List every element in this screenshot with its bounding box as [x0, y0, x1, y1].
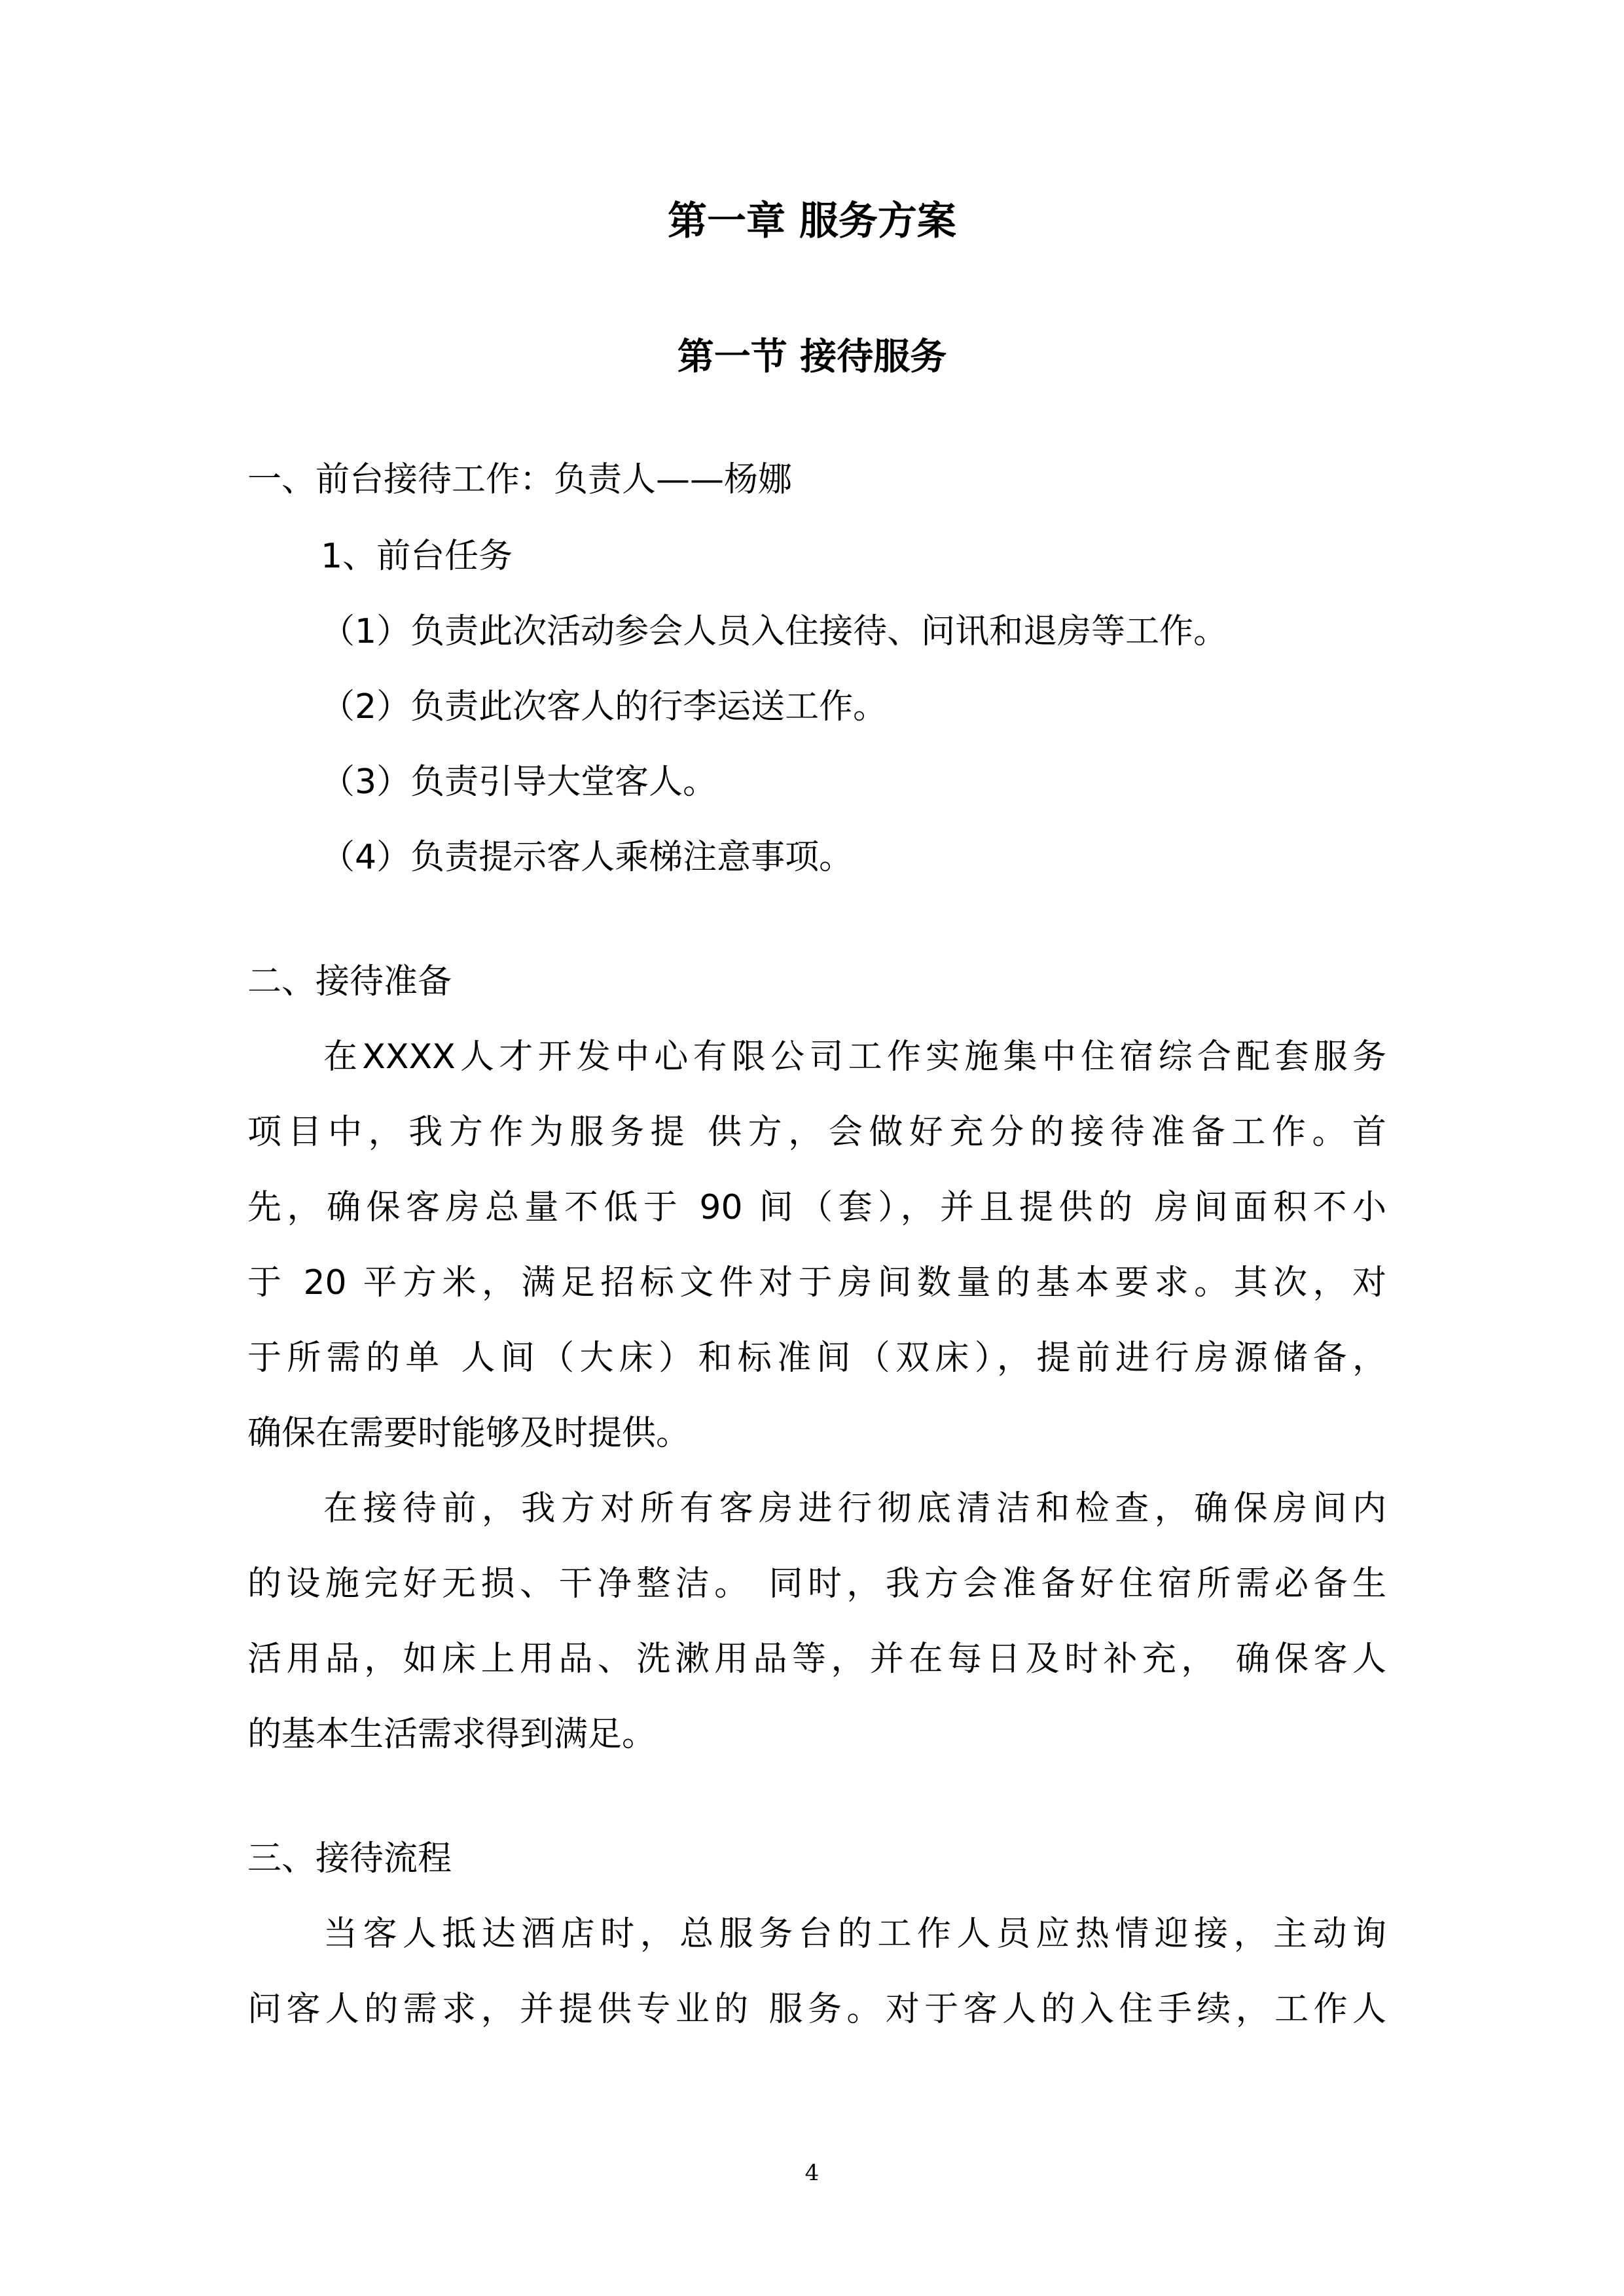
- part1-sub-heading: 1、前台任务: [321, 537, 513, 576]
- part2-heading: 二、接待准备: [247, 962, 452, 1001]
- paragraph-line: 先，确保客房总量不低于 90 间（套），并且提供的 房间面积不小: [247, 1188, 1386, 1227]
- paragraph-line: 在接待前，我方对所有客房进行彻底清洁和检查，确保房间内: [323, 1489, 1386, 1528]
- section-title: 第一节 接待服务: [677, 336, 947, 378]
- paragraph-line: 项目中，我方作为服务提 供方，会做好充分的接待准备工作。首: [247, 1113, 1386, 1152]
- paragraph-line: 在XXXX人才开发中心有限公司工作实施集中住宿综合配套服务: [323, 1037, 1386, 1077]
- task-item-3: （3）负责引导大堂客人。: [321, 762, 717, 802]
- paragraph-line: 确保在需要时能够及时提供。: [247, 1414, 691, 1453]
- paragraph-line: 当客人抵达酒店时，总服务台的工作人员应热情迎接，主动询: [323, 1914, 1386, 1954]
- part1-heading: 一、前台接待工作：负责人——杨娜: [247, 460, 793, 499]
- paragraph-line: 的基本生活需求得到满足。: [247, 1715, 657, 1754]
- task-item-1: （1）负责此次活动参会人员入住接待、问讯和退房等工作。: [321, 612, 1228, 651]
- paragraph-line: 问客人的需求，并提供专业的 服务。对于客人的入住手续，工作人: [247, 1990, 1386, 2029]
- paragraph-line: 活用品，如床上用品、洗漱用品等，并在每日及时补充， 确保客人: [247, 1640, 1386, 1679]
- task-item-4: （4）负责提示客人乘梯注意事项。: [321, 838, 854, 877]
- paragraph-line: 的设施完好无损、干净整洁。 同时，我方会准备好住宿所需必备生: [247, 1564, 1386, 1604]
- task-item-2: （2）负责此次客人的行李运送工作。: [321, 687, 888, 726]
- page-number: 4: [804, 2160, 820, 2186]
- part3-heading: 三、接待流程: [247, 1839, 452, 1878]
- paragraph-line: 于所需的单 人间（大床）和标准间（双床），提前进行房源储备，: [247, 1338, 1386, 1378]
- paragraph-line: 于 20 平方米，满足招标文件对于房间数量的基本要求。其次，对: [247, 1263, 1386, 1302]
- chapter-title: 第一章 服务方案: [668, 198, 956, 244]
